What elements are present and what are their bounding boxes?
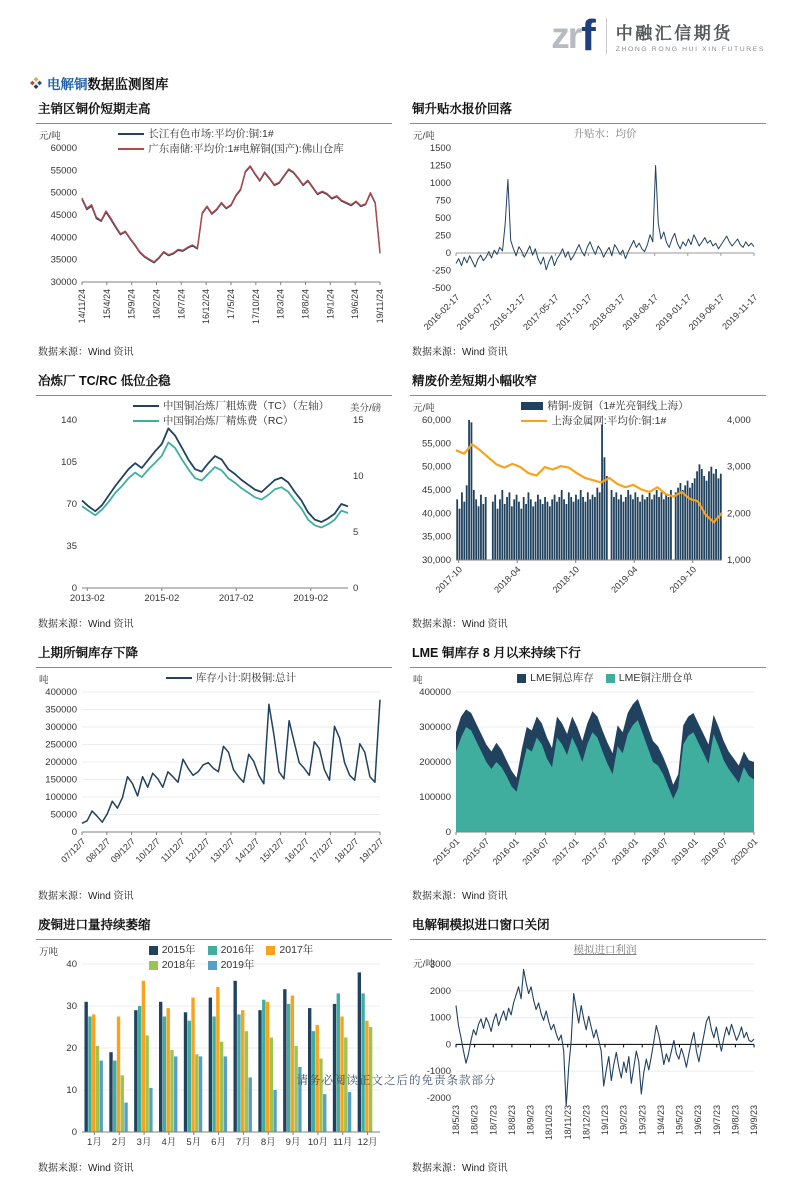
svg-text:5月: 5月 [186,1137,202,1148]
svg-text:7月: 7月 [236,1137,251,1148]
data-source-label: 数据来源：Wind 资讯 [38,619,134,630]
svg-text:5: 5 [353,527,359,538]
svg-text:0: 0 [445,827,451,838]
legend-item: 2015年 [149,944,196,956]
chart-title: 上期所铜库存下降 [36,640,392,668]
svg-text:1250: 1250 [429,160,451,172]
svg-text:2015-01: 2015-01 [430,836,462,867]
svg-text:3月: 3月 [136,1137,152,1148]
line-chart-tc-rc [36,398,392,608]
svg-text:20: 20 [66,1043,77,1054]
section-header [30,73,169,93]
svg-text:1000: 1000 [429,1012,451,1024]
legend-item: 上海金属网:平均价:铜:1# [521,415,666,427]
svg-text:2016-01: 2016-01 [490,836,522,867]
svg-text:15: 15 [353,415,364,426]
svg-text:2016-07-17: 2016-07-17 [454,292,495,332]
svg-text:-500: -500 [431,283,451,294]
svg-text:140: 140 [61,415,77,426]
svg-text:350000: 350000 [45,704,77,716]
svg-text:2017-10-17: 2017-10-17 [554,292,594,332]
legend-item: 中国铜冶炼厂粗炼费（TC）（左轴） [133,400,329,412]
svg-text:08/12/7: 08/12/7 [83,836,113,865]
svg-text:19/1/24: 19/1/24 [325,289,336,320]
svg-text:8月: 8月 [260,1137,276,1148]
svg-text:16/12/7: 16/12/7 [282,836,311,865]
svg-text:2019-01-17: 2019-01-17 [653,292,694,332]
svg-text:250000: 250000 [45,739,77,751]
svg-text:2016-02-17: 2016-02-17 [421,292,462,332]
svg-text:2015-07: 2015-07 [460,836,492,867]
svg-text:150000: 150000 [45,774,77,786]
svg-text:19/8/23: 19/8/23 [730,1105,741,1136]
chart-title: 精废价差短期小幅收窄 [410,368,766,396]
legend-item: 长江有色市场:平均价:铜:1# [118,128,273,140]
svg-text:2019-06-17: 2019-06-17 [686,292,727,332]
svg-text:40,000: 40,000 [421,508,451,520]
data-source-label: 数据来源：Wind 资讯 [38,1163,134,1174]
svg-text:0: 0 [353,583,359,594]
legend-item: LME铜注册仓单 [606,672,693,684]
disclaimer-footer: 请务必阅读正文之后的免责条款部分 [296,1075,497,1087]
svg-text:2019-04: 2019-04 [609,564,640,595]
svg-text:18/7/23: 18/7/23 [488,1105,499,1136]
svg-text:09/12/7: 09/12/7 [108,836,138,865]
svg-text:105: 105 [61,457,77,468]
svg-text:4月: 4月 [161,1137,177,1148]
chart-card-scrap-imports [36,912,392,1180]
svg-text:4,000: 4,000 [727,415,751,426]
svg-text:19/6/23: 19/6/23 [693,1105,704,1136]
legend-item: 库存小计:阴极铜:总计 [166,672,296,684]
legend-item: 2018年 [149,959,196,971]
svg-text:19/11/24: 19/11/24 [375,289,385,324]
svg-text:2016-12-17: 2016-12-17 [488,292,528,332]
svg-text:300000: 300000 [45,722,77,733]
svg-text:2018-07: 2018-07 [639,836,671,867]
data-source-label: 数据来源：Wind 资讯 [38,347,134,358]
data-source-label: 数据来源：Wind 资讯 [38,891,134,902]
chart-title: LME 铜库存 8 月以来持续下行 [410,640,766,668]
svg-text:18/10/23: 18/10/23 [544,1105,555,1141]
chart-title: 主销区铜价短期走高 [36,96,392,124]
chart-card-tc-rc [36,368,392,636]
svg-text:19/3/23: 19/3/23 [637,1105,648,1136]
svg-text:400000: 400000 [419,687,451,698]
svg-text:2015-02: 2015-02 [144,593,180,604]
svg-text:30000: 30000 [50,277,77,288]
brand-name-cn: 中融汇信期货 [615,23,733,43]
chart-card-premium-discount [410,96,766,364]
svg-text:1500: 1500 [429,143,451,154]
svg-text:12/12/7: 12/12/7 [183,836,212,865]
svg-text:18/11/23: 18/11/23 [562,1105,573,1140]
svg-text:750: 750 [435,195,451,207]
svg-text:0: 0 [71,827,77,838]
svg-text:200000: 200000 [45,757,77,768]
svg-text:2017-02: 2017-02 [218,593,254,604]
svg-text:元/吨: 元/吨 [413,403,435,414]
legend-item: 2016年 [208,944,255,956]
svg-text:2,000: 2,000 [727,508,751,520]
svg-text:16/12/24: 16/12/24 [201,289,212,325]
svg-text:2018-03-17: 2018-03-17 [587,292,627,332]
data-source-label: 数据来源：Wind 资讯 [412,347,508,358]
chart-grid [36,96,766,1180]
chart-title: 铜升贴水报价回落 [410,96,766,124]
svg-text:3000: 3000 [429,959,451,970]
svg-text:2018-04: 2018-04 [492,564,523,595]
svg-text:元/吨: 元/吨 [413,131,435,142]
svg-text:2019-01: 2019-01 [669,836,700,867]
svg-text:2019-07: 2019-07 [699,836,730,867]
svg-text:吨: 吨 [39,675,49,686]
svg-text:70: 70 [66,499,77,510]
svg-text:35000: 35000 [50,254,77,266]
svg-text:17/10/24: 17/10/24 [250,289,261,325]
data-source-label: 数据来源：Wind 资讯 [412,1163,508,1174]
svg-text:19/9/23: 19/9/23 [749,1105,759,1136]
svg-text:2018-10: 2018-10 [550,564,582,595]
svg-text:500: 500 [435,213,451,224]
svg-text:1,000: 1,000 [727,555,751,566]
chart-title: 电解铜模拟进口窗口关闭 [410,912,766,940]
svg-text:45000: 45000 [50,210,77,221]
svg-text:18/3/24: 18/3/24 [275,289,286,320]
logo-zr-text: zr [551,15,581,57]
svg-text:19/2/23: 19/2/23 [618,1105,629,1136]
svg-text:16/2/24: 16/2/24 [151,289,162,320]
svg-text:2018-08-17: 2018-08-17 [620,292,661,332]
line-chart-premium-discount [410,126,766,336]
brand-logo [551,11,765,60]
chart-card-shfe-stock [36,640,392,908]
svg-text:0: 0 [71,583,77,594]
svg-text:35,000: 35,000 [421,531,451,543]
logo-divider [606,18,607,54]
data-source-label: 数据来源：Wind 资讯 [412,891,508,902]
svg-text:2019-11-17: 2019-11-17 [720,292,760,332]
svg-text:16/7/24: 16/7/24 [176,289,187,320]
svg-text:30,000: 30,000 [421,555,451,566]
svg-text:10: 10 [353,471,364,482]
svg-text:15/12/7: 15/12/7 [257,836,287,865]
svg-text:55,000: 55,000 [421,438,451,450]
svg-text:45,000: 45,000 [421,485,451,496]
section-title-rest: 数据监测图库 [87,77,169,92]
line-chart-shfe-stock [36,670,392,880]
svg-text:2013-02: 2013-02 [69,593,105,604]
clover-bullet-icon [30,77,42,89]
svg-text:60,000: 60,000 [421,415,451,426]
section-title-highlight: 电解铜 [47,77,88,92]
svg-text:2017-07: 2017-07 [579,836,611,867]
svg-text:300000: 300000 [419,722,451,733]
svg-text:55000: 55000 [50,165,77,177]
svg-text:40000: 40000 [50,232,77,244]
svg-text:9月: 9月 [285,1137,301,1148]
svg-text:美分/磅: 美分/磅 [350,403,382,414]
svg-text:3,000: 3,000 [727,461,751,473]
svg-text:18/6/23: 18/6/23 [469,1105,480,1136]
svg-text:0: 0 [445,248,451,259]
svg-text:2020-01: 2020-01 [728,836,760,867]
svg-text:30: 30 [66,1001,77,1012]
svg-text:-2000: -2000 [426,1093,451,1104]
legend-item: 升贴水：均价 [573,128,637,140]
svg-text:60000: 60000 [50,143,77,154]
legend-item: 2017年 [266,944,313,956]
chart-title: 废铜进口量持续萎缩 [36,912,392,940]
svg-text:50,000: 50,000 [421,461,451,473]
svg-text:18/9/23: 18/9/23 [525,1105,536,1136]
bar-line-chart-spread [410,398,766,608]
data-source-label: 数据来源：Wind 资讯 [412,619,508,630]
svg-text:14/11/24: 14/11/24 [77,289,87,324]
svg-text:1月: 1月 [87,1137,102,1148]
svg-text:50000: 50000 [50,187,77,199]
svg-text:17/5/24: 17/5/24 [226,289,236,320]
line-chart-import-profit [410,942,766,1152]
svg-text:50000: 50000 [50,809,77,821]
chart-card-refined-scrap-spread [410,368,766,636]
svg-text:18/12/23: 18/12/23 [581,1105,592,1141]
svg-text:2019-10: 2019-10 [667,564,699,595]
svg-text:19/7/23: 19/7/23 [711,1105,722,1136]
svg-text:12月: 12月 [357,1137,378,1148]
legend-item: 精铜-废铜（1#光亮铜线上海） [521,400,688,412]
svg-text:1000: 1000 [429,178,451,189]
svg-text:11月: 11月 [333,1137,353,1148]
svg-text:0: 0 [71,1127,77,1138]
svg-text:07/12/7: 07/12/7 [59,836,88,865]
brand-name-en: ZHONG RONG HUI XIN FUTURES [615,45,765,53]
svg-text:19/12/7: 19/12/7 [357,836,386,865]
svg-text:11/12/7: 11/12/7 [158,836,187,865]
legend-item: 广东南储:平均价:1#电解铜(国产):佛山仓库 [118,143,343,155]
svg-text:250: 250 [435,230,451,242]
svg-text:100000: 100000 [419,792,451,803]
svg-text:2月: 2月 [111,1137,127,1148]
svg-text:18/12/7: 18/12/7 [332,836,361,865]
legend-item: LME铜总库存 [517,672,594,684]
svg-text:2017-10: 2017-10 [433,564,465,595]
svg-text:19/5/23: 19/5/23 [674,1105,685,1136]
legend-item: 中国铜冶炼厂精炼费（RC） [133,415,294,427]
svg-text:13/12/7: 13/12/7 [208,836,237,865]
svg-text:10月: 10月 [307,1137,328,1148]
svg-text:2018-01: 2018-01 [609,836,641,867]
svg-text:2019-02: 2019-02 [293,593,329,604]
svg-text:19/1/23: 19/1/23 [600,1105,610,1136]
svg-text:0: 0 [445,1039,451,1051]
area-chart-lme-stock [410,670,766,880]
legend-item: 2019年 [208,959,255,971]
svg-text:15/9/24: 15/9/24 [126,289,137,320]
svg-text:18/5/23: 18/5/23 [451,1105,461,1136]
svg-text:6月: 6月 [211,1137,226,1148]
line-chart-copper-price [36,126,392,336]
svg-text:19/4/23: 19/4/23 [655,1105,666,1136]
chart-card-main-sales-copper-price [36,96,392,364]
svg-text:2017-01: 2017-01 [550,836,581,867]
svg-text:200000: 200000 [419,757,451,768]
grouped-bar-chart-scrap-imports [36,942,392,1152]
chart-card-import-profit [410,912,766,1180]
svg-text:10: 10 [66,1085,77,1096]
chart-card-lme-stock [410,640,766,908]
svg-text:10/12/7: 10/12/7 [133,836,162,865]
svg-text:15/4/24: 15/4/24 [101,289,112,320]
svg-text:19/6/24: 19/6/24 [350,289,361,320]
chart-title: 冶炼厂 TC/RC 低位企稳 [36,368,392,396]
svg-text:2017-05-17: 2017-05-17 [521,292,561,332]
svg-text:-1000: -1000 [426,1066,451,1078]
svg-text:吨: 吨 [413,675,423,686]
svg-text:14/12/7: 14/12/7 [232,836,262,865]
svg-text:万吨: 万吨 [39,947,59,958]
svg-text:2016-07: 2016-07 [520,836,551,867]
svg-text:400000: 400000 [45,687,77,698]
svg-text:17/12/7: 17/12/7 [307,836,336,865]
logo-f-text: f [581,11,596,60]
svg-text:18/8/24: 18/8/24 [300,289,311,320]
legend-item: 模拟进口利润 [573,944,637,956]
svg-text:18/8/23: 18/8/23 [506,1105,517,1136]
svg-text:40: 40 [66,959,77,970]
svg-text:35: 35 [66,541,77,552]
svg-text:100000: 100000 [45,792,77,803]
svg-text:-250: -250 [431,265,451,277]
svg-text:2000: 2000 [429,985,451,997]
svg-text:元/吨: 元/吨 [39,131,61,142]
svg-text:元/吨: 元/吨 [413,959,435,970]
